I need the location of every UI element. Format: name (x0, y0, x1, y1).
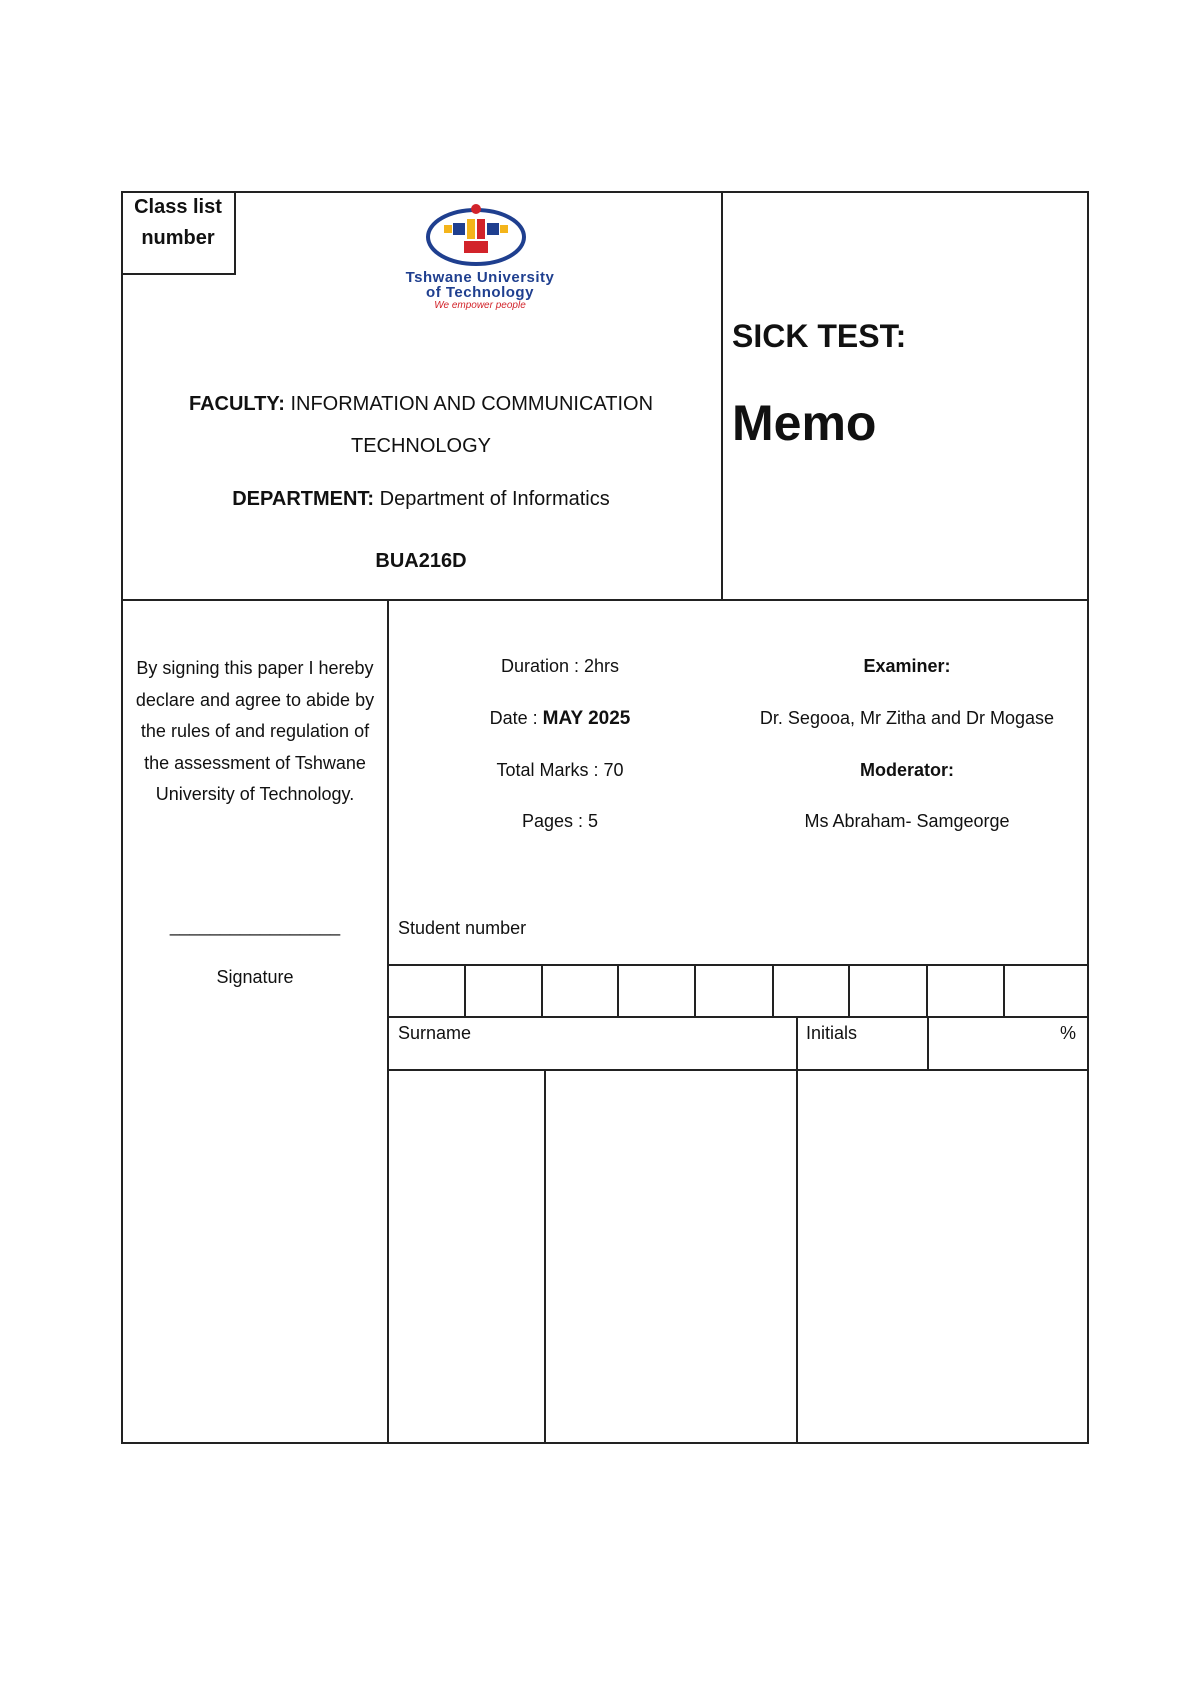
examiner-value: Dr. Segooa, Mr Zitha and Dr Mogase (759, 708, 1055, 728)
logo-line1: Tshwane University (405, 269, 555, 286)
tut-emblem-icon (368, 203, 592, 273)
department-label: DEPARTMENT: (232, 488, 375, 510)
duration-label: Duration : (500, 656, 585, 676)
course-code: BUA216D (375, 550, 467, 572)
student-number-digit[interactable] (850, 966, 926, 1016)
student-number-digit[interactable] (543, 966, 617, 1016)
memo-title: Memo (732, 395, 877, 451)
marks-box-1[interactable] (389, 1071, 544, 1442)
moderator-value: Ms Abraham- Samgeorge (804, 811, 1010, 831)
total-marks: Total Marks : 70 (496, 760, 624, 780)
student-number-digit[interactable] (696, 966, 772, 1016)
marks-box-2[interactable] (546, 1071, 796, 1442)
test-type-title: SICK TEST: (732, 318, 907, 354)
percent-label: % (1060, 1023, 1077, 1043)
student-number-digit[interactable] (619, 966, 694, 1016)
date-label: Date : (489, 708, 543, 728)
department-line (125, 484, 717, 514)
pages: Pages : 5 (521, 811, 599, 831)
logo-tagline: We empower people (434, 300, 526, 311)
student-number-digit[interactable] (466, 966, 541, 1016)
date-value: MAY 2025 (542, 708, 631, 729)
tut-logo (368, 203, 592, 311)
faculty-value: INFORMATION AND COMMUNICATION TECHNOLOGY (290, 393, 654, 457)
student-number-digit[interactable] (389, 966, 464, 1016)
initials-label: Initials (806, 1023, 858, 1043)
date (440, 705, 680, 732)
signature-label: Signature (216, 967, 294, 987)
duration-value: 2hrs (584, 656, 620, 676)
surname-label: Surname (398, 1023, 472, 1043)
class-list-number-label: Class list number (134, 196, 222, 249)
student-number-digit[interactable] (928, 966, 1003, 1016)
logo-line2: of Technology (426, 284, 534, 301)
department-value: Department of Informatics (379, 488, 610, 510)
duration (440, 653, 680, 679)
student-number-label: Student number (398, 918, 527, 938)
signature-line: _________________ (169, 916, 341, 936)
examiner-label: Examiner: (863, 656, 951, 676)
faculty-line (125, 383, 717, 467)
student-number-digit[interactable] (1005, 966, 1087, 1016)
moderator-label: Moderator: (860, 760, 954, 780)
marks-box-3[interactable] (798, 1071, 1087, 1442)
initials-field[interactable] (798, 1018, 927, 1069)
surname-field[interactable] (389, 1018, 796, 1069)
declaration-text: By signing this paper I hereby declare and agree to abide by the rules of and regulation of the assessment of Tshwane University of Technology. (135, 658, 375, 804)
faculty-label: FACULTY: (188, 393, 285, 415)
student-number-digit[interactable] (774, 966, 848, 1016)
percent-field[interactable] (929, 1018, 1087, 1069)
